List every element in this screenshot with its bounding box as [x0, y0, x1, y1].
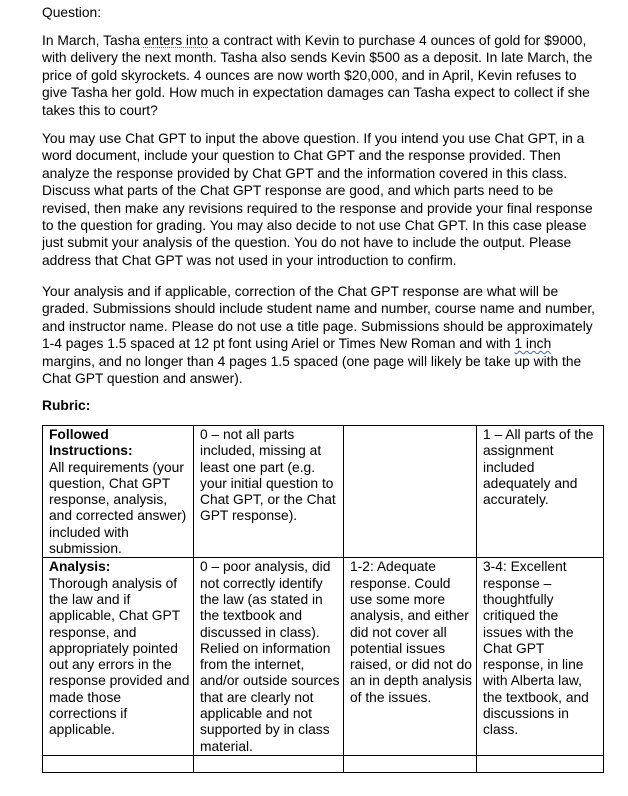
- level-0-cell: 0 – poor analysis, did not correctly identify the law (as stated in the textbook and discussed in class). Relied on information from the internet, and/or outside sources that are clearly not applicable and not supported by in class material.: [194, 558, 344, 756]
- level-mid-cell: [344, 426, 477, 558]
- empty-cell: [194, 755, 344, 772]
- empty-cell: [344, 755, 477, 772]
- criterion-title: Analysis:: [49, 559, 111, 575]
- empty-cell: [43, 755, 194, 772]
- chatgpt-instructions-paragraph: You may use Chat GPT to input the above question. If you intend you use Chat GPT, in a word document, include your question to Chat GPT and the response provided. Then analyze the response provided by Chat GPT and the information covered in this class. Discuss what parts of the Chat GPT response are good, and which parts need to be revised, then make any revisions required to the response and provide your final response to the question for grading. You may also decide to not use Chat GPT. In this case please just submit your analysis of the question. You do not have to include the output. Please address that Chat GPT was not used in your introduction to confirm.: [42, 131, 593, 268]
- rubric-row-empty: [43, 755, 604, 772]
- criterion-cell: [43, 558, 194, 756]
- spellcheck-squiggle: enters into: [143, 33, 209, 48]
- level-top-cell: 1 – All parts of the assignment included adequately and accurately.: [477, 426, 604, 558]
- criterion-cell: [43, 426, 194, 558]
- grammar-squiggle: 1 inch: [514, 336, 552, 352]
- rubric-row-analysis: [43, 558, 604, 756]
- grading-instructions-paragraph: Your analysis and if applicable, correction of the Chat GPT response are what will be graded. Submissions should include student name and number, course name and number, and instructor name. Please do not use a title page. Submissions should be approximately 1-4 pages 1.5 spaced at 12 pt font using Ariel or Times New Roman and with 1 inch margins, and no longer than 4 pages 1.5 spaced (one page will likely be take up with the Chat GPT question and answer).: [42, 284, 595, 387]
- criterion-description: All requirements (your question, Chat GPT response, analysis, and corrected answer) included with submission.: [49, 459, 187, 557]
- criterion-title: Followed Instructions:: [49, 427, 133, 459]
- rubric-row-instructions: [43, 426, 604, 558]
- criterion-description: Thorough analysis of the law and if applicable, Chat GPT response, and appropriately pointed out any errors in the response provided and made those corrections if applicable.: [49, 575, 190, 738]
- question-label: Question:: [42, 5, 102, 20]
- rubric-heading: Rubric:: [42, 398, 91, 413]
- question-paragraph: In March, Tasha enters into a contract with Kevin to purchase 4 ounces of gold for $9000, with delivery the next month. Tasha also sends Kevin $500 as a deposit. In late March, the price of gold skyrockets. 4 ounces are now worth $20,000, and in April, Kevin refuses to give Tasha her gold. How much in expectation damages can Tasha expect to collect if she takes this to court?: [42, 33, 593, 118]
- level-top-cell: 3-4: Excellent response – thoughtfully critiqued the issues with the Chat GPT response, in line with Alberta law, the textbook, and discussions in class.: [477, 558, 604, 756]
- level-mid-cell: 1-2: Adequate response. Could use some more analysis, and either did not cover all potential issues raised, or did not do an in depth analysis of the issues.: [344, 558, 477, 756]
- empty-cell: [477, 755, 604, 772]
- level-0-cell: 0 – not all parts included, missing at least one part (e.g. your initial question to Chat GPT, or the Chat GPT response).: [194, 426, 344, 558]
- rubric-table: [42, 425, 604, 773]
